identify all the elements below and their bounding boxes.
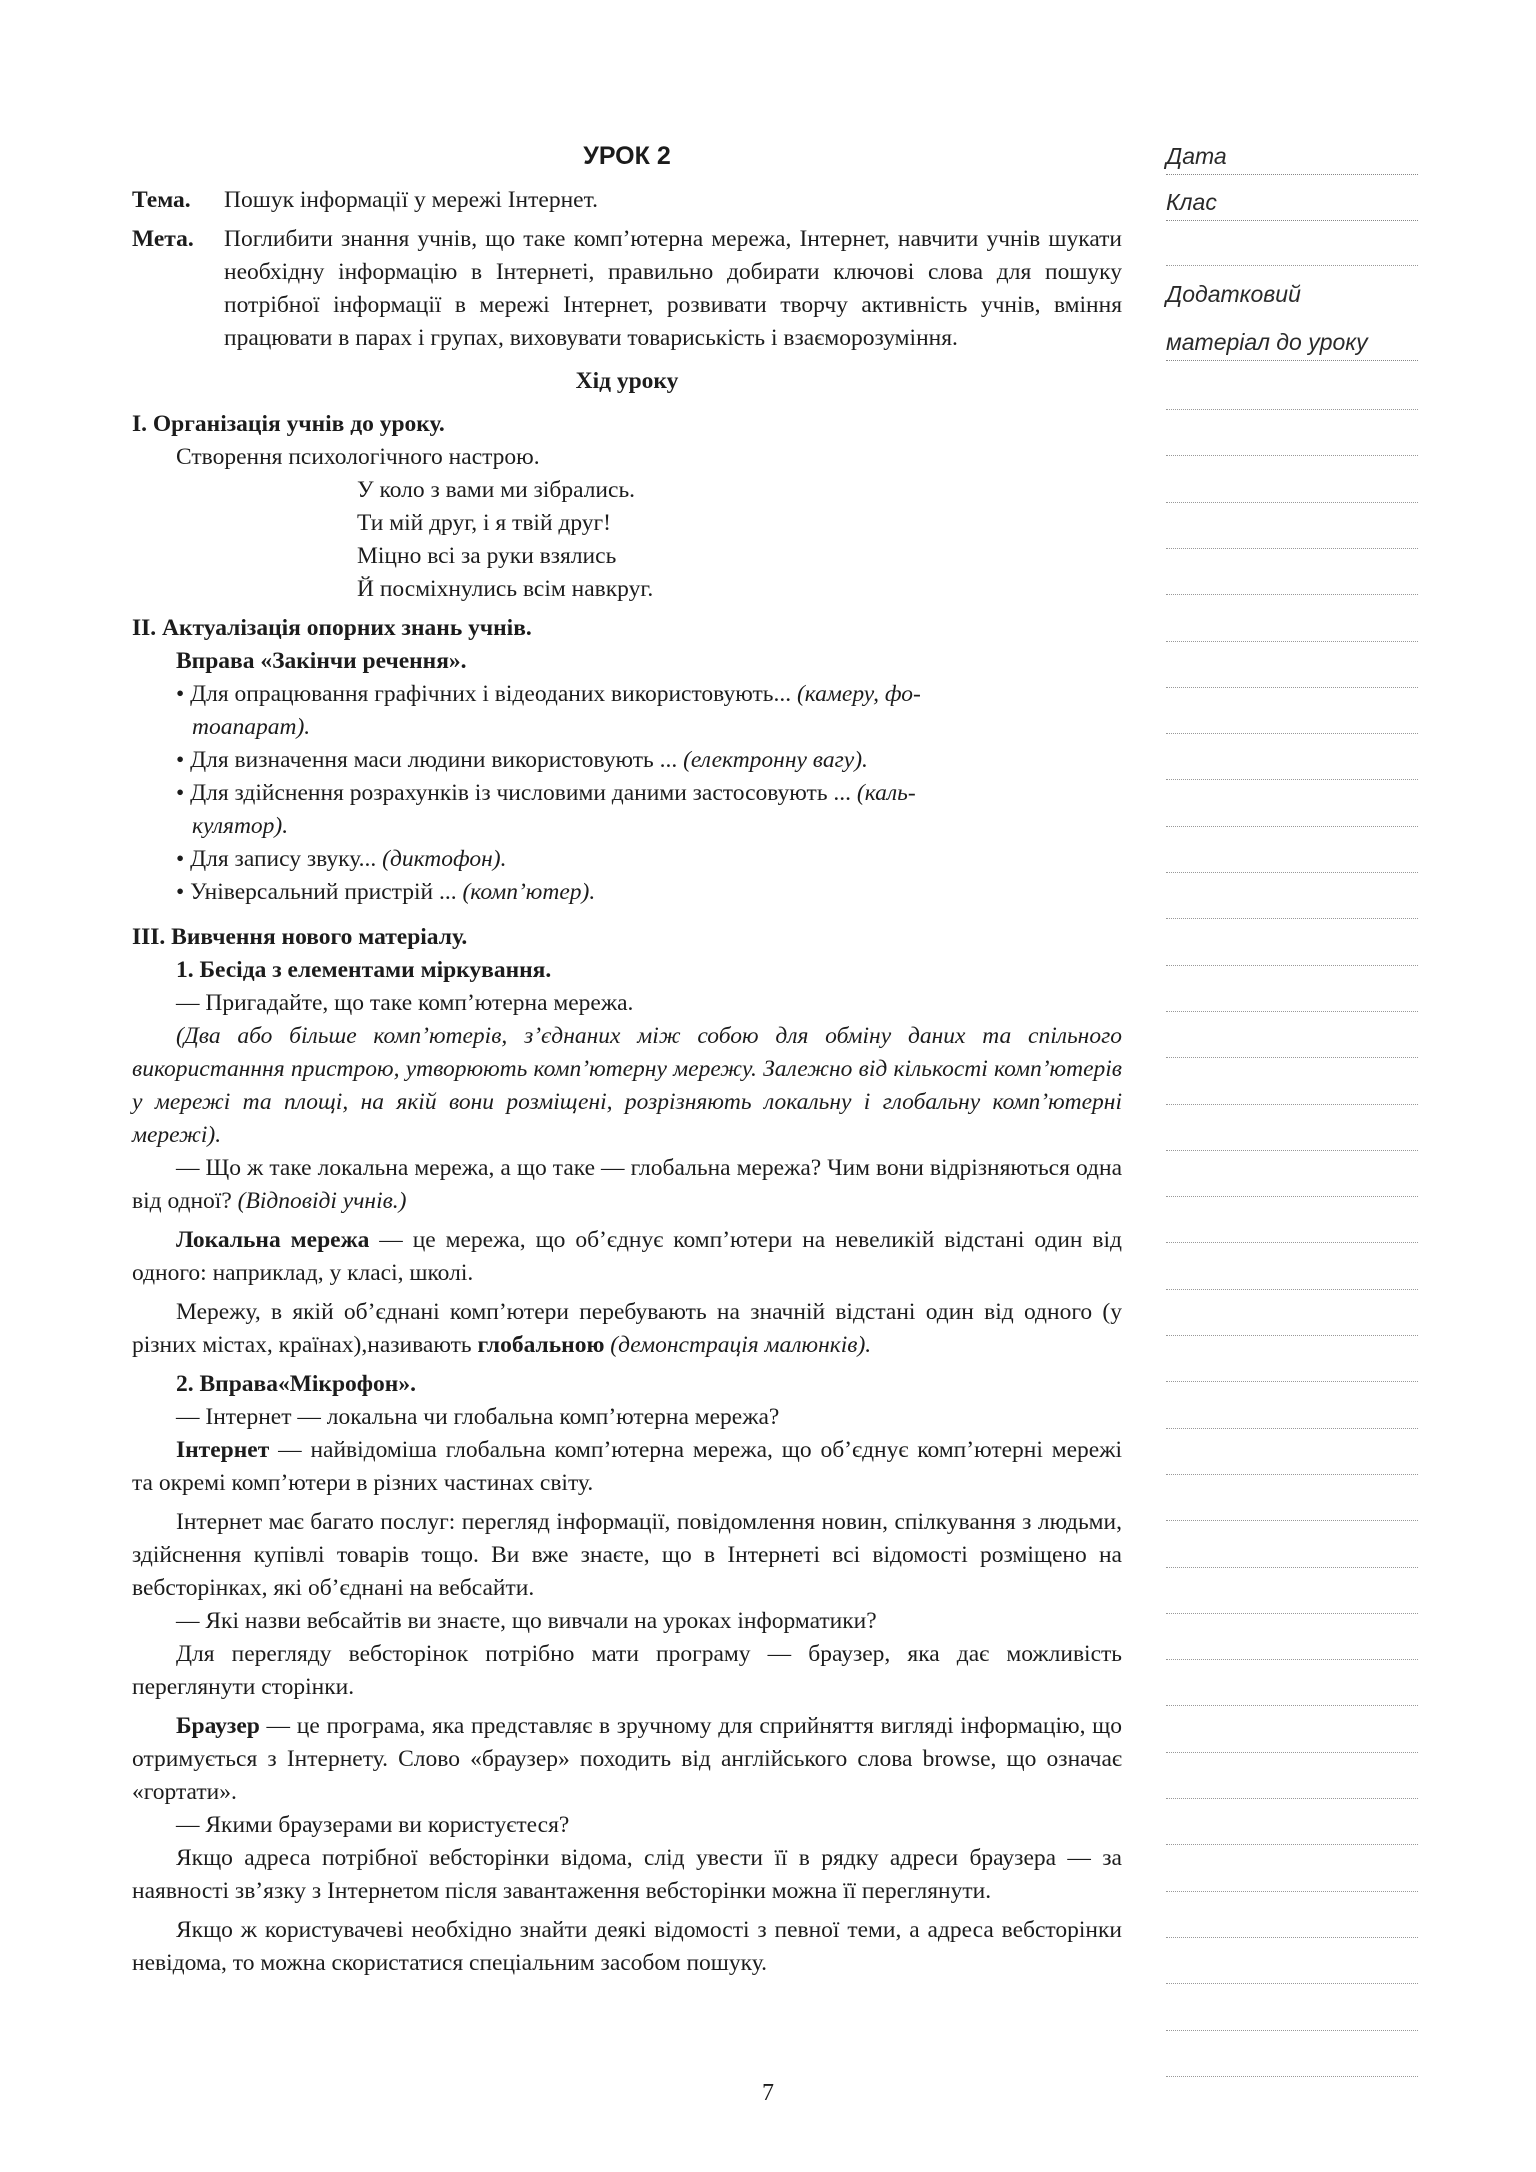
note-line (1166, 640, 1418, 642)
note-line (1166, 1334, 1418, 1336)
note-line (1166, 871, 1418, 873)
note-line (1166, 1056, 1418, 1058)
extra-material-label: Додатковий (1166, 281, 1301, 307)
note-line (1166, 825, 1418, 827)
note-line (1166, 1288, 1418, 1290)
note-line (1166, 964, 1418, 966)
note-line (1166, 732, 1418, 734)
goal-text: Поглибити знання учнів, що таке комп’ютерна мережа, Інтернет, навчити учнів шукати необхідну інформацію в Інтернеті, правильно добирати ключові слова для пошуку потрібної інформації в мережі Інтернет, розвивати творчу активність учнів, вміння працювати в парах і групах, виховувати товариськість і взаєморозуміння. (224, 226, 1122, 351)
browser-definition: Браузер — це програма, яка представляє в зручному для сприйняття вигляді інформацію, що отримується з Інтернету. Слово «браузер» походить від англійського слова browse, що означає «гортати». (132, 1713, 1122, 1805)
internet-definition: Інтернет — найвідоміша глобальна комп’ютерна мережа, що об’єднує комп’ютерні мережі та окремі комп’ютери в різних частинах світу. (132, 1437, 1122, 1496)
note-line (1166, 1519, 1418, 1521)
note-line (1166, 1843, 1418, 1845)
list-item: • Для опрацювання графічних і відеоданих використовують... (камеру, фо- (176, 681, 921, 707)
poem (132, 474, 1122, 606)
note-line (1166, 686, 1418, 688)
search-paragraph: Якщо ж користувачеві необхідно знайти деякі відомості з певної теми, а адреса вебсторінки невідома, то можна скористатися спеціальним засобом пошуку. (132, 1917, 1122, 1976)
note-line (1166, 1473, 1418, 1475)
exercise-title: Вправа «Закінчи речення». (176, 648, 467, 674)
note-line (1166, 1658, 1418, 1660)
note-line (1166, 593, 1418, 595)
class-field[interactable]: Клас (1166, 184, 1418, 221)
poem-line: Ти мій друг, і я твій друг! (357, 510, 612, 536)
note-line (1166, 454, 1418, 456)
note-line (1166, 1380, 1418, 1382)
note-line (1166, 2075, 1418, 2077)
note-line (1166, 1149, 1418, 1151)
question-3: — Інтернет — локальна чи глобальна комп’ютерна мережа? (176, 1404, 780, 1430)
poem-line: У коло з вами ми зібрались. (357, 477, 636, 503)
subsection2-title: 2. Вправа«Мікрофон». (176, 1371, 416, 1397)
lesson-content (132, 138, 1122, 1980)
note-line (1166, 1890, 1418, 1892)
date-field[interactable]: Дата (1166, 138, 1418, 175)
note-line (1166, 408, 1418, 410)
address-paragraph: Якщо адреса потрібної вебсторінки відома, слід увести її в рядку адреси браузера — за наявності зв’язку з Інтернетом після завантаження вебсторінки можна її переглянути. (132, 1845, 1122, 1904)
question-4: — Які назви вебсайтів ви знаєте, що вивчали на уроках інформатики? (176, 1608, 877, 1634)
local-network-definition: Локальна мережа — це мережа, що об’єднує комп’ютери на невеликій відстані один від одного: наприклад, у класі, школі. (132, 1227, 1123, 1286)
note-line (1166, 1936, 1418, 1938)
list-item: • Для здійснення розрахунків із числовими даними застосовують ... (каль- (176, 780, 916, 806)
topic-label: Тема. (132, 187, 191, 213)
note-line (1166, 2029, 1418, 2031)
extra-material-label-2: матеріал до уроку (1166, 324, 1418, 361)
list-item: • Універсальний пристрій ... (комп’ютер). (176, 879, 596, 905)
note-line (1166, 1797, 1418, 1799)
note-line (1166, 1704, 1418, 1706)
note-line (1166, 1241, 1418, 1243)
list-item-cont: тоапарат). (192, 714, 311, 740)
section2-heading: II. Актуалізація опорних знань учнів. (132, 615, 532, 641)
poem-line: Й посміхнулись всім навкруг. (357, 576, 654, 602)
note-line (1166, 1010, 1418, 1012)
list-item: • Для визначення маси людини використовують ... (електронну вагу). (176, 747, 868, 773)
internet-services: Інтернет має багато послуг: перегляд інформації, повідомлення новин, спілкування з людьми, здійснення купівлі товарів тощо. Ви вже знаєте, що в Інтернеті всі відомості розміщено на вебсторінках, які об’єднані на вебсайти. (132, 1509, 1122, 1601)
note-line (1166, 501, 1418, 503)
note-line (1166, 1566, 1418, 1568)
poem-line: Міцно всі за руки взялись (357, 543, 617, 569)
section1-intro: Створення психологічного настрою. (176, 444, 540, 470)
global-network-definition: Мережу, в якій об’єднані комп’ютери перебувають на значній відстані один від одного (у різних містах, країнах),називають глобальною (демонстрація малюнків). (132, 1299, 1122, 1358)
answer-1: (Два або більше комп’ютерів, з’єднаних між собою для обміну даних та спільного використанння пристрою, утворюють комп’ютерну мережу. Залежно від кількості комп’ютерів у мережі та площі, на якій вони розміщені, розрізняють локальну і глобальну комп’ютерні мережі). (132, 1023, 1122, 1148)
note-line (1166, 917, 1418, 919)
note-line (1166, 1103, 1418, 1105)
subsection1-title: 1. Бесіда з елементами міркування. (176, 957, 552, 983)
note-line (1166, 547, 1418, 549)
note-line (1166, 1195, 1418, 1197)
goal-row (132, 223, 1122, 355)
note-line (1166, 778, 1418, 780)
question-5: — Якими браузерами ви користуєтеся? (176, 1812, 570, 1838)
goal-label: Мета. (132, 226, 194, 252)
note-line (1166, 1751, 1418, 1753)
note-line (1166, 1612, 1418, 1614)
question-2: — Що ж таке локальна мережа, а що таке — глобальна мережа? Чим вони відрізняються одна від одної? (Відповіді учнів.) (132, 1155, 1122, 1214)
section3-heading: III. Вивчення нового матеріалу. (132, 924, 468, 950)
list-item: • Для запису звуку... (диктофон). (176, 846, 507, 872)
browser-need: Для перегляду вебсторінок потрібно мати програму — браузер, яка дає можливість переглянути сторінки. (132, 1641, 1122, 1700)
note-line (1166, 1427, 1418, 1429)
note-line (1166, 1982, 1418, 1984)
note-line (1166, 264, 1418, 266)
section1-heading: I. Організація учнів до уроку. (132, 411, 445, 437)
course-heading: Хід уроку (575, 368, 679, 394)
list-item-cont: кулятор). (192, 813, 289, 839)
topic-text: Пошук інформації у мережі Інтернет. (224, 187, 598, 213)
page-number: 7 (762, 2080, 774, 2106)
lesson-title: УРОК 2 (583, 142, 671, 170)
topic-row (132, 184, 1122, 217)
question-1: — Пригадайте, що таке комп’ютерна мережа. (176, 990, 634, 1016)
